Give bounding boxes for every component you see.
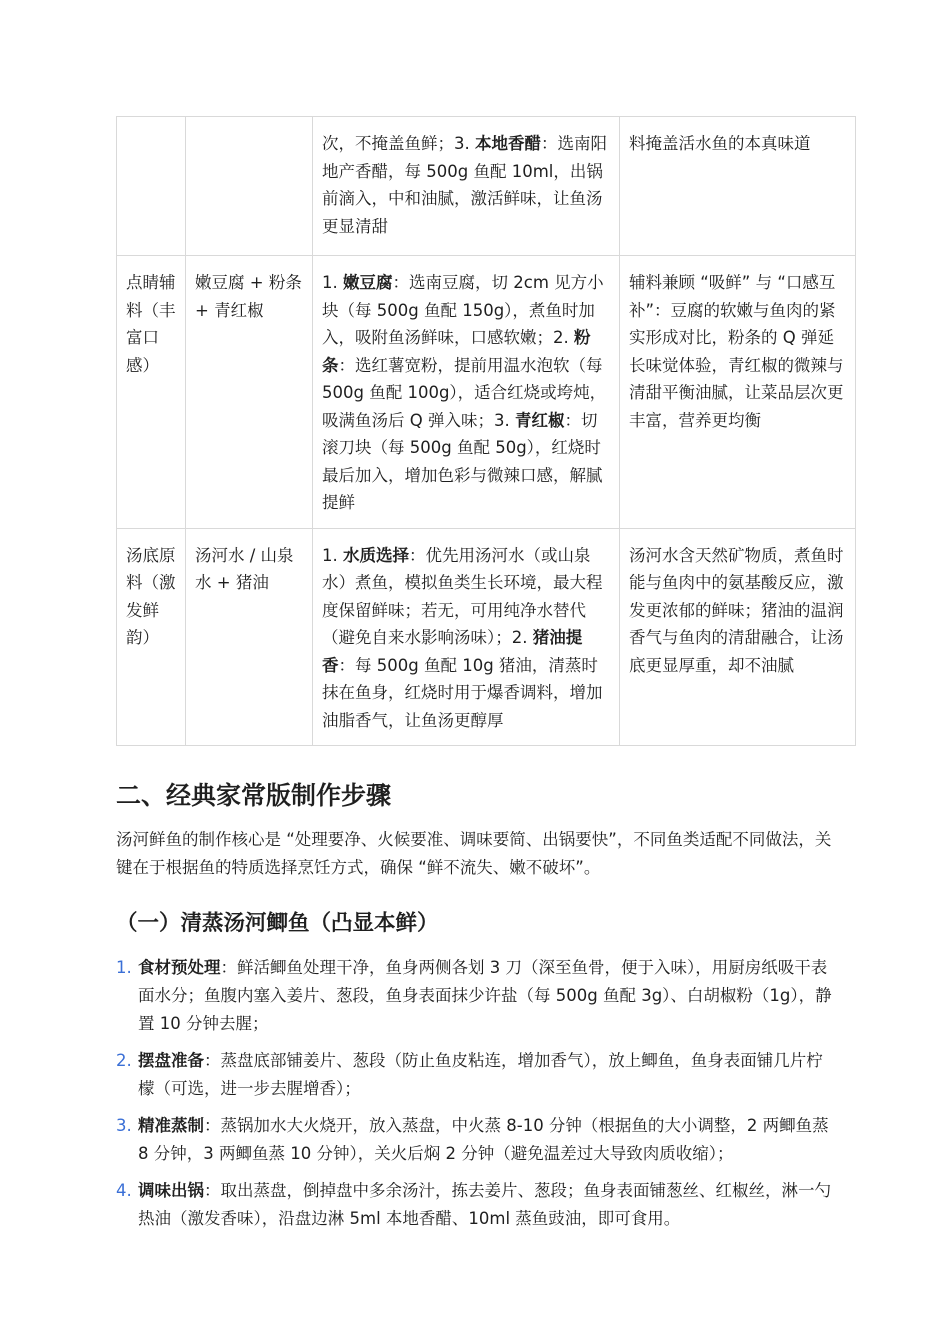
table-row	[117, 528, 856, 746]
method-cell: 次，不掩盖鱼鲜；3. 本地香醋：选南阳地产香醋，每 500g 鱼配 10ml，出锅前滴入，中和油腻，激活鲜味，让鱼汤更显清甜	[313, 117, 620, 256]
section-intro: 汤河鲜鱼的制作核心是 “处理要净、火候要准、调味要简、出锅要快”，不同鱼类适配不同做法，关键在于根据鱼的特质选择烹饪方式，确保 “鲜不流失、嫩不破坏”。	[116, 830, 832, 877]
steps-list	[116, 954, 836, 1242]
step-number: 3.	[116, 1116, 132, 1135]
step-number: 1.	[116, 958, 132, 977]
method-cell: 1. 嫩豆腐：选南豆腐，切 2cm 见方小块（每 500g 鱼配 150g），煮鱼时加入，吸附鱼汤鲜味，口感软嫩；2. 粉条：选红薯宽粉，提前用温水泡软（每 500g 鱼配 100g），适合红烧或垮炖，吸满鱼汤后 Q 弹入味；3. 青红椒：切滚刀块（每 500g 鱼配 50g），红烧时最后加入，增加色彩与微辣口感，解腻提鲜	[313, 256, 620, 529]
list-item	[116, 1047, 836, 1103]
step-number: 2.	[116, 1051, 132, 1070]
list-item	[116, 1112, 836, 1168]
list-item	[116, 1177, 836, 1233]
subsection-heading: （一）清蒸汤河鲫鱼（凸显本鲜）	[116, 911, 439, 936]
step-label: 调味出锅	[138, 1181, 204, 1200]
table-row	[117, 117, 856, 256]
category-cell: 点睛辅料（丰富口感）	[117, 256, 186, 529]
reason-cell: 辅料兼顾 “吸鲜” 与 “口感互补”：豆腐的软嫩与鱼肉的紧实形成对比，粉条的 Q 弹延长味觉体验，青红椒的微辣与清甜平衡油腻，让菜品层次更丰富，营养更均衡	[620, 256, 856, 529]
list-item	[116, 954, 836, 1038]
step-text: ：蒸盘底部铺姜片、葱段（防止鱼皮粘连，增加香气），放上鲫鱼，鱼身表面铺几片柠檬（可选，进一步去腥增香）；	[138, 1051, 823, 1098]
section-heading: 二、经典家常版制作步骤	[116, 781, 392, 810]
table-row	[117, 256, 856, 529]
step-label: 精准蒸制	[138, 1116, 204, 1135]
material-cell: 汤河水 / 山泉水 + 猪油	[186, 528, 313, 746]
step-label: 摆盘准备	[138, 1051, 204, 1070]
material-cell	[186, 117, 313, 256]
step-text: ：取出蒸盘，倒掉盘中多余汤汁，拣去姜片、葱段；鱼身表面铺葱丝、红椒丝，淋一勺热油（激发香味），沿盘边淋 5ml 本地香醋、10ml 蒸鱼豉油，即可食用。	[138, 1181, 831, 1228]
category-cell: 汤底原料（激发鲜韵）	[117, 528, 186, 746]
step-number: 4.	[116, 1181, 132, 1200]
step-text: ：鲜活鲫鱼处理干净，鱼身两侧各划 3 刀（深至鱼骨，便于入味），用厨房纸吸干表面水分；鱼腹内塞入姜片、葱段，鱼身表面抹少许盐（每 500g 鱼配 3g）、白胡椒粉（1g），静置 10 分钟去腥；	[138, 958, 832, 1033]
reason-cell: 汤河水含天然矿物质，煮鱼时能与鱼肉中的氨基酸反应，激发更浓郁的鲜味；猪油的温润香气与鱼肉的清甜融合，让汤底更显厚重，却不油腻	[620, 528, 856, 746]
method-cell: 1. 水质选择：优先用汤河水（或山泉水）煮鱼，模拟鱼类生长环境，最大程度保留鲜味；若无，可用纯净水替代（避免自来水影响汤味）；2. 猪油提香：每 500g 鱼配 10g 猪油，清蒸时抹在鱼身，红烧时用于爆香调料，增加油脂香气，让鱼汤更醇厚	[313, 528, 620, 746]
step-label: 食材预处理	[138, 958, 221, 977]
reason-cell: 料掩盖活水鱼的本真味道	[620, 117, 856, 256]
category-cell	[117, 117, 186, 256]
material-cell: 嫩豆腐 + 粉条 + 青红椒	[186, 256, 313, 529]
ingredient-table	[116, 116, 856, 746]
step-text: ：蒸锅加水大火烧开，放入蒸盘，中火蒸 8-10 分钟（根据鱼的大小调整，2 两鲫鱼蒸 8 分钟，3 两鲫鱼蒸 10 分钟），关火后焖 2 分钟（避免温差过大导致肉质收缩）；	[138, 1116, 829, 1163]
